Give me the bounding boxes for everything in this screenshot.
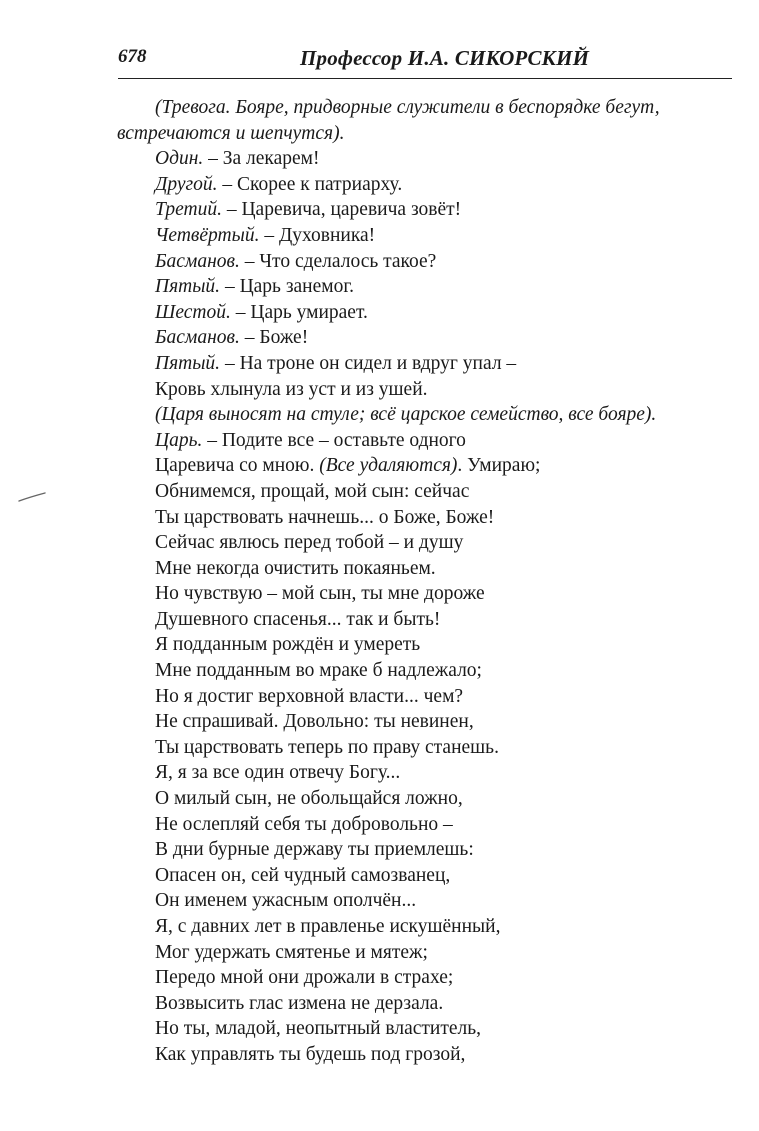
speaker-name: Басманов.: [155, 250, 240, 272]
verse-line: Мне некогда очистить покаяньем.: [155, 557, 436, 579]
dialogue-line: [155, 300, 740, 326]
dialogue-text: – За лекарем!: [203, 148, 320, 170]
verse-line: Я, я за все один отвечу Богу...: [155, 762, 401, 784]
stage-direction: (Тревога. Бояре, придворные служители в беспорядке бегут,: [155, 97, 660, 118]
verse-line: Кровь хлынула из уст и из ушей.: [155, 378, 428, 400]
dialogue-line: [155, 274, 740, 300]
verse-line: Но чувствую – мой сын, ты мне дороже: [155, 583, 485, 605]
verse-line: Мне подданным во мраке б надлежало;: [155, 660, 482, 682]
speaker-name: Царь.: [155, 429, 203, 451]
dialogue-line: [155, 197, 740, 223]
dialogue-text: – Подите все – оставьте одного: [202, 429, 466, 451]
dialogue-line: [155, 172, 740, 198]
dialogue-text: Царевича со мною.: [155, 455, 320, 477]
verse-line: Не спрашивай. Довольно: ты невинен,: [155, 711, 474, 733]
dialogue-line: [155, 325, 740, 351]
dialogue-text: – Боже!: [239, 327, 309, 349]
speaker-name: Шестой.: [155, 301, 231, 323]
speaker-name: Пятый.: [155, 276, 221, 298]
speaker-name: Четвёртый.: [155, 224, 260, 246]
dialogue-line: [155, 146, 740, 172]
verse-line: В дни бурные державу ты приемлешь:: [155, 839, 474, 861]
stage-direction: (Все удаляются): [319, 455, 458, 477]
stage-direction: (Царя выносят на стуле; всё царское семейство, все бояре).: [155, 404, 657, 426]
verse-line: Как управлять ты будешь под грозой,: [155, 1043, 466, 1065]
dialogue-line: [155, 351, 740, 377]
dialogue-line: [155, 249, 740, 275]
verse-line: Передо мной они дрожали в страхе;: [155, 967, 454, 989]
dialogue-line: [155, 453, 740, 479]
verse-line: Мог удержать смятенье и мятеж;: [155, 941, 428, 963]
verse-line: Но я достиг верховной власти... чем?: [155, 685, 464, 707]
speaker-name: Третий.: [155, 199, 222, 221]
dialogue-line: [155, 428, 740, 454]
verse-line: О милый сын, не обольщайся ложно,: [155, 788, 463, 810]
verse-line: Душевного спасенья... так и быть!: [155, 608, 441, 630]
dialogue-text: – Царь занемог.: [220, 276, 355, 298]
verse-line: Но ты, младой, неопытный властитель,: [155, 1018, 482, 1040]
dialogue-text: – Царевича, царевича зовёт!: [221, 199, 462, 221]
play-text: [117, 95, 740, 1068]
verse-line: Ты царствовать начнешь... о Боже, Боже!: [155, 506, 495, 528]
speaker-name: Другой.: [155, 173, 218, 195]
dialogue-text: – Царь умирает.: [230, 301, 368, 323]
pencil-mark-icon: [18, 490, 46, 504]
stage-direction: встречаются и шепчутся).: [117, 122, 345, 144]
verse-line: Сейчас явлюсь перед тобой – и душу: [155, 532, 464, 554]
dialogue-text: – Духовника!: [259, 224, 376, 246]
verse-line: Я подданным рождён и умереть: [155, 634, 421, 656]
speaker-name: Один.: [155, 148, 204, 170]
verse-line: Он именем ужасным ополчён...: [155, 890, 417, 912]
running-head: Профессор И.А. СИКОРСКИЙ: [300, 46, 590, 70]
dialogue-text: – Что сделалось такое?: [239, 250, 437, 272]
dialogue-text: – На троне он сидел и вдруг упал –: [220, 352, 517, 374]
page-number: 678: [118, 46, 147, 67]
dialogue-text: – Скорее к патриарху.: [217, 173, 403, 195]
verse-line: Я, с давних лет в правленье искушённый,: [155, 916, 501, 937]
verse-line: Опасен он, сей чудный самозванец,: [155, 864, 451, 886]
verse-line: Не ослепляй себя ты добровольно –: [155, 813, 453, 835]
verse-line: Ты царствовать теперь по праву станешь.: [155, 736, 499, 758]
verse-line: Обнимемся, прощай, мой сын: сейчас: [155, 480, 470, 502]
speaker-name: Пятый.: [155, 352, 221, 374]
speaker-name: Басманов.: [155, 327, 240, 349]
verse-line: Возвысить глас измена не дерзала.: [155, 992, 444, 1014]
page-header: [118, 46, 732, 79]
dialogue-line: [155, 223, 740, 249]
dialogue-text: . Умираю;: [457, 455, 541, 477]
